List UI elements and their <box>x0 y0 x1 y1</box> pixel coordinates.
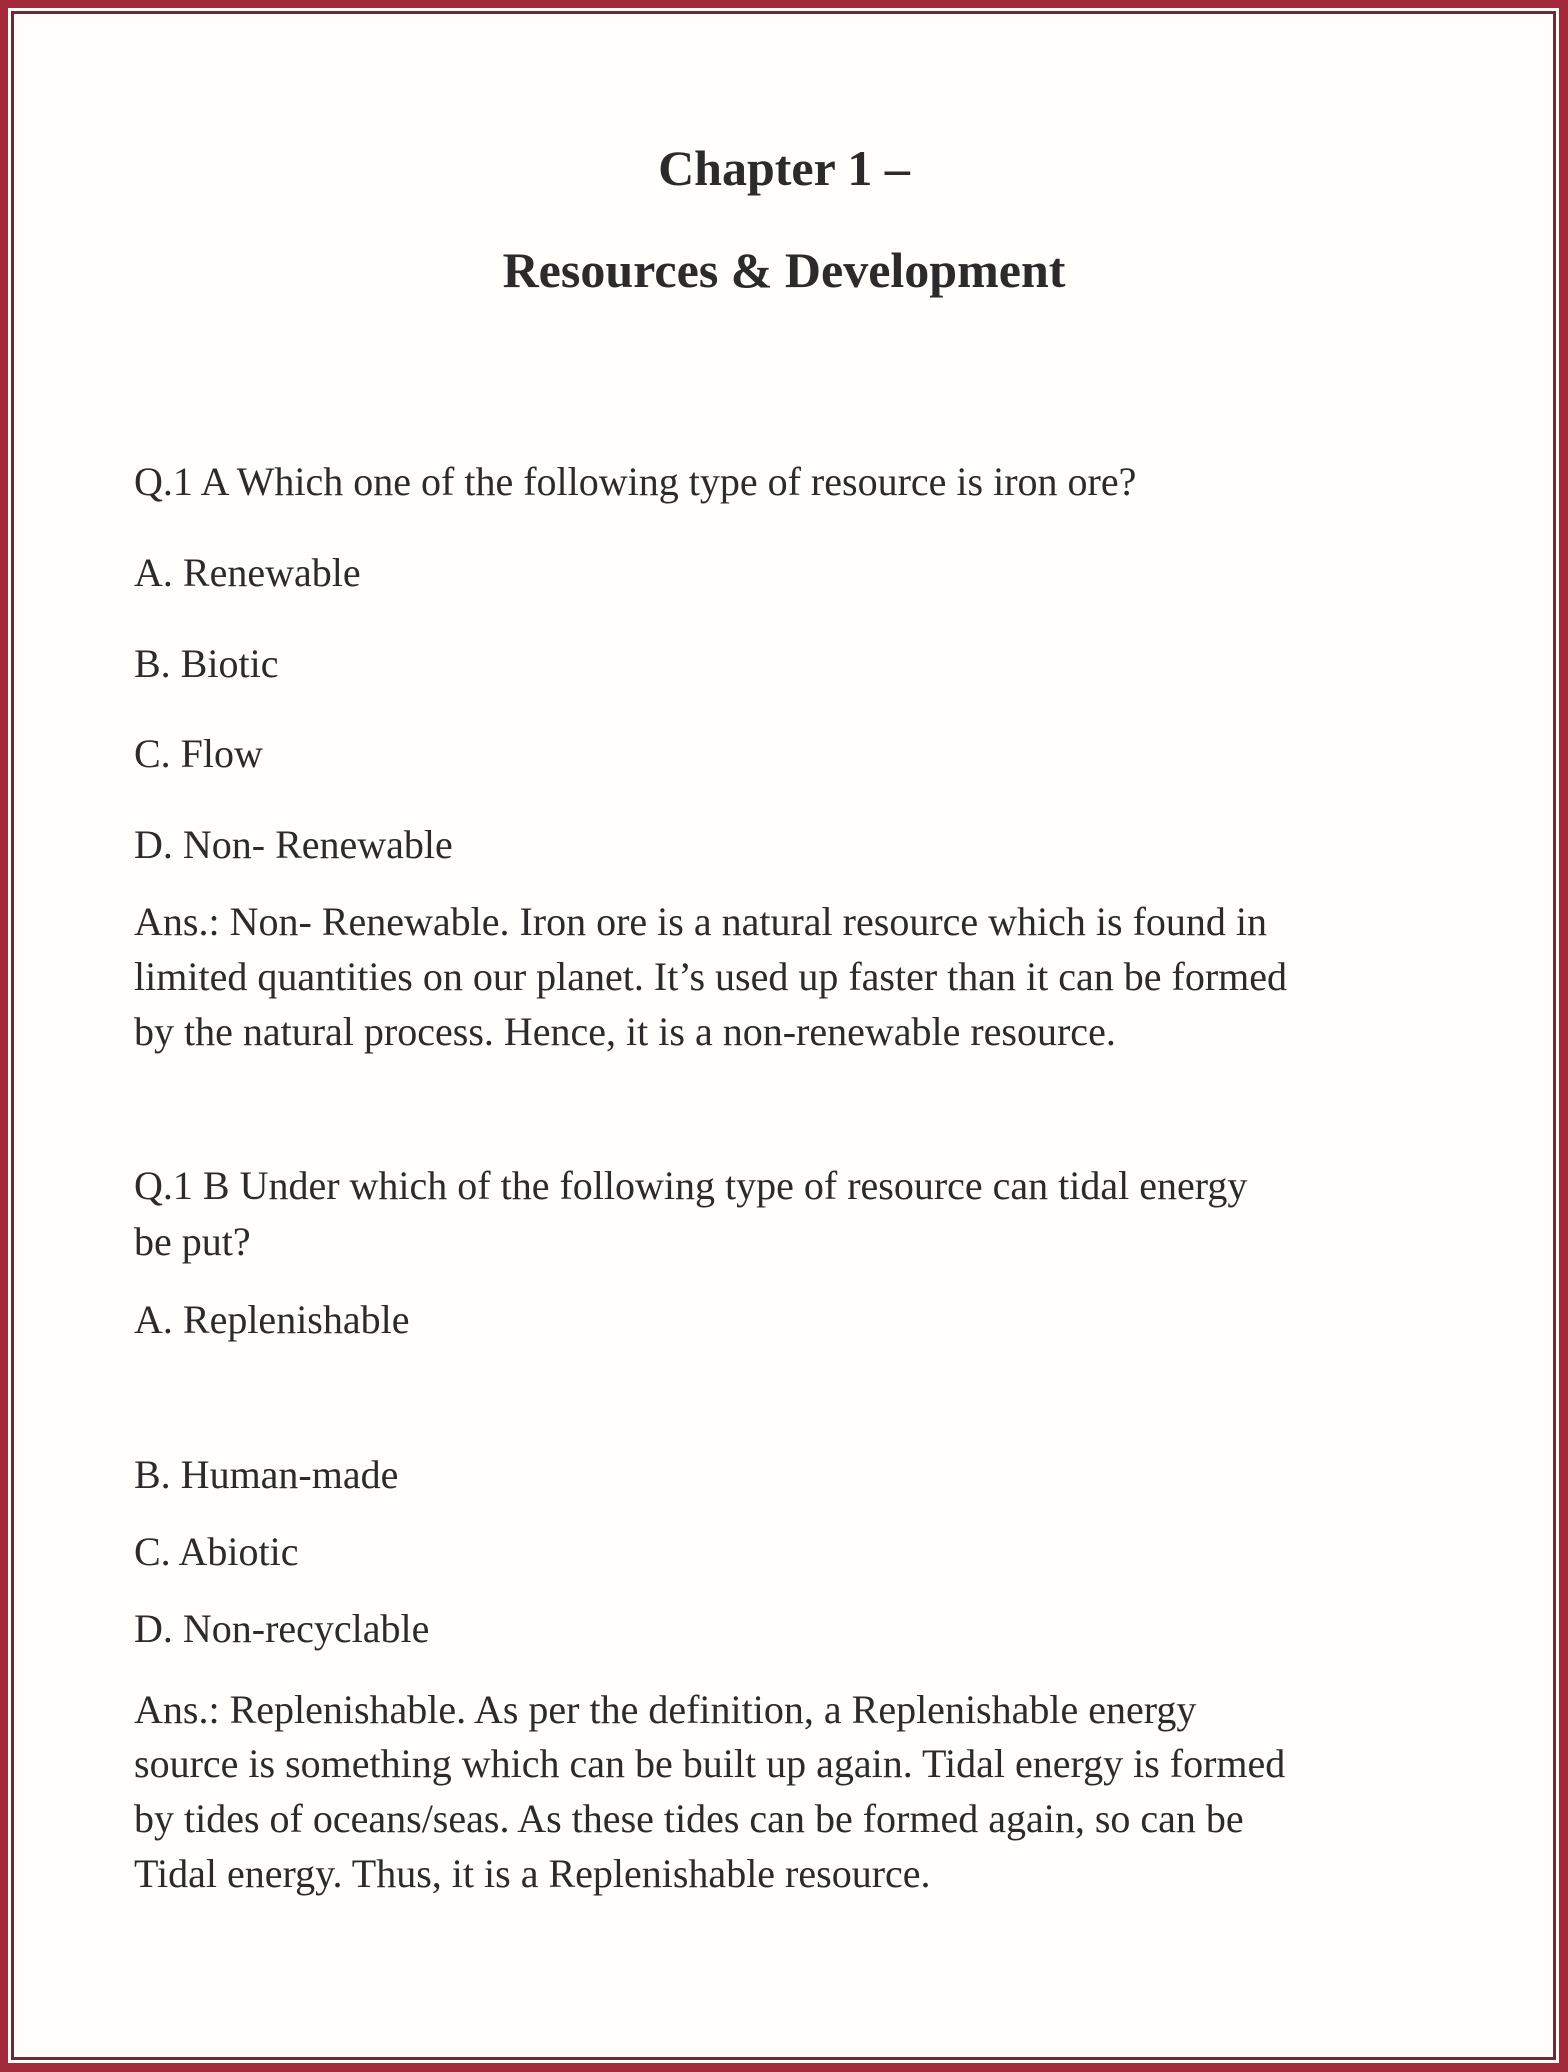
option-c: C. Flow <box>134 731 263 776</box>
option-b: B. Biotic <box>134 641 279 686</box>
question-text: Q.1 A Which one of the following type of resource is iron ore? <box>134 459 1137 504</box>
answer-line: Ans.: Replenishable. As per the definition, a Replenishable energy <box>134 1687 1197 1732</box>
option-a: A. Replenishable <box>134 1297 410 1342</box>
chapter-subtitle: Resources & Development <box>502 242 1066 298</box>
answer-line: Tidal energy. Thus, it is a Replenishable resource. <box>134 1851 931 1896</box>
question-text: Q.1 B Under which of the following type of resource can tidal energy <box>134 1163 1248 1208</box>
option-b: B. Human-made <box>134 1452 399 1497</box>
option-a: A. Renewable <box>134 550 361 595</box>
answer-line: limited quantities on our planet. It’s used up faster than it can be formed <box>134 954 1288 999</box>
option-d: D. Non- Renewable <box>134 822 453 867</box>
answer-line: Ans.: Non- Renewable. Iron ore is a natural resource which is found in <box>134 899 1268 944</box>
answer-line: source is something which can be built up again. Tidal energy is formed <box>134 1741 1286 1786</box>
option-d: D. Non-recyclable <box>134 1606 430 1651</box>
answer-line: by tides of oceans/seas. As these tides can be formed again, so can be <box>134 1796 1244 1841</box>
answer-line: by the natural process. Hence, it is a non-renewable resource. <box>134 1009 1116 1054</box>
option-c: C. Abiotic <box>134 1529 299 1574</box>
chapter-title: Chapter 1 – <box>658 140 910 196</box>
question-text: be put? <box>134 1219 251 1264</box>
